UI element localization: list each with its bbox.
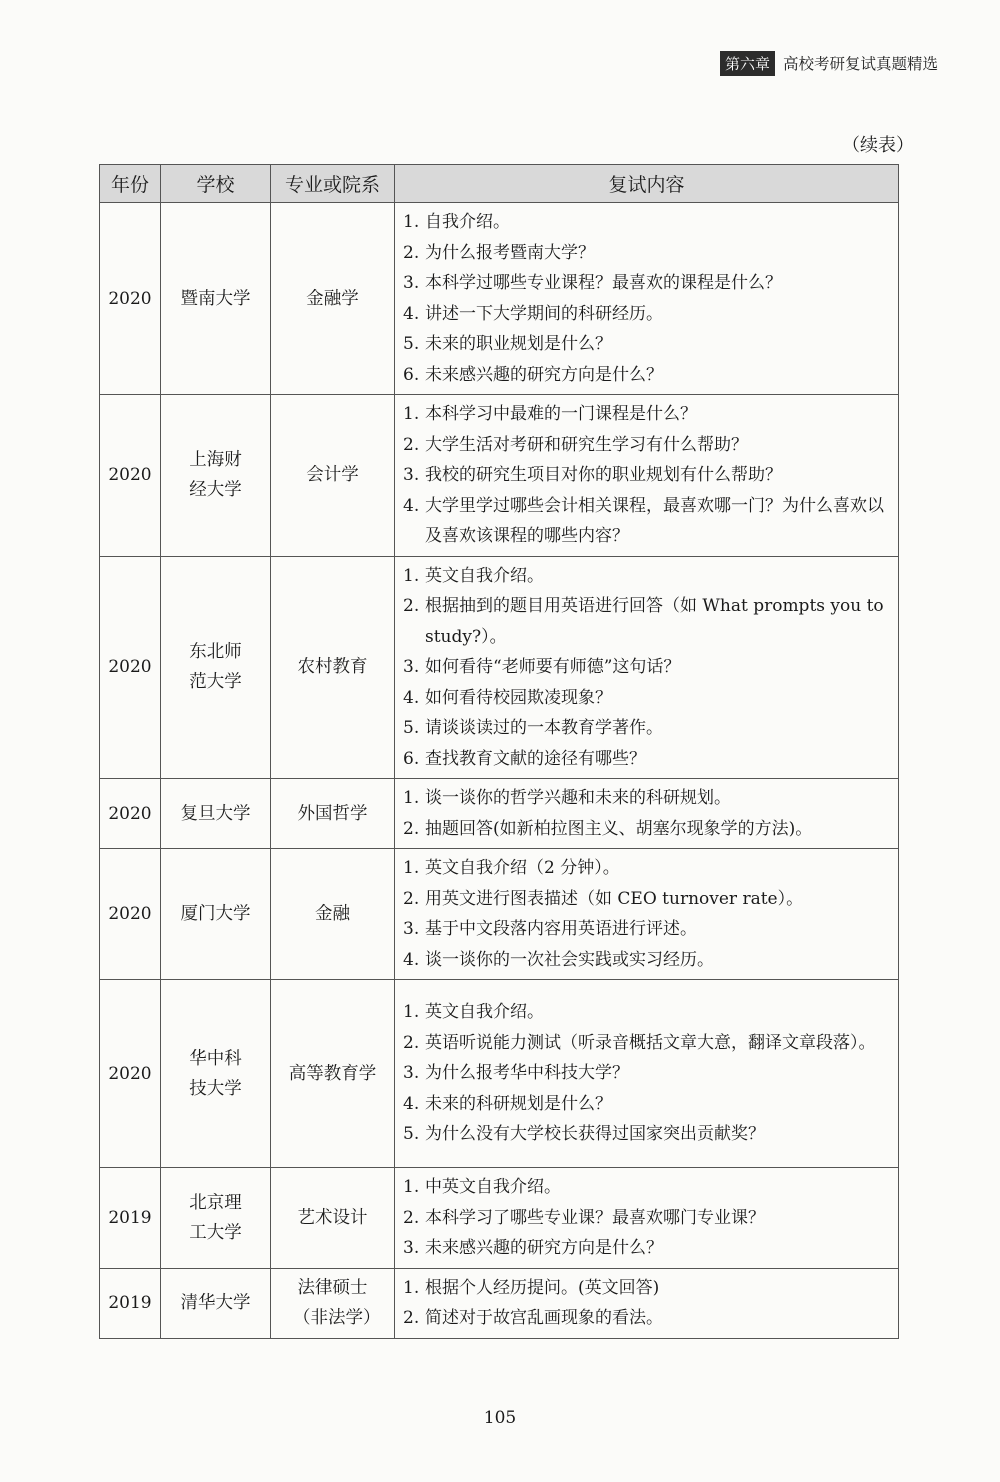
question-text: 本科学习中最难的一门课程是什么？: [425, 404, 697, 424]
question-number: 3.: [403, 657, 420, 677]
question-text: 请谈谈读过的一本教育学著作。: [425, 718, 663, 738]
question-number: 2.: [403, 242, 420, 263]
header-school: 学校: [161, 165, 271, 203]
question-number: 2.: [403, 1207, 420, 1228]
question-number: 6.: [403, 364, 420, 385]
question-item: [403, 997, 894, 1028]
question-item: [403, 1203, 894, 1234]
question-text: 我校的研究生项目对你的职业规划有什么帮助？: [425, 465, 782, 485]
header-major: 专业或院系: [271, 165, 395, 203]
question-text: 英语听说能力测试（听录音概括文章大意，翻译文章段落）。: [425, 1032, 876, 1053]
question-number: 5.: [403, 1124, 420, 1145]
question-text: 英文自我介绍。: [425, 1002, 544, 1023]
question-item: [403, 207, 894, 238]
question-number: 1.: [403, 212, 420, 232]
question-number: 3.: [403, 1063, 420, 1084]
question-text: 未来感兴趣的研究方向是什么？: [425, 1238, 663, 1258]
table-row: [100, 556, 899, 779]
question-text: 简述对于故宫乱画现象的看法。: [425, 1308, 663, 1328]
cell-year: 2020: [100, 980, 161, 1168]
question-item: [403, 268, 894, 299]
table-row: [100, 1168, 899, 1269]
question-number: 3.: [403, 465, 420, 485]
question-item: [403, 460, 894, 491]
question-number: 4.: [403, 303, 420, 324]
question-number: 1.: [403, 1277, 420, 1298]
question-number: 3.: [403, 919, 420, 939]
question-text: 根据个人经历提问。(英文回答): [425, 1277, 660, 1298]
cell-major: 艺术设计: [271, 1168, 395, 1269]
header-content: 复试内容: [395, 165, 899, 203]
question-number: 4.: [403, 495, 420, 516]
question-number: 2.: [403, 1308, 420, 1328]
cell-year: 2019: [100, 1168, 161, 1269]
cell-questions: [395, 1268, 899, 1338]
question-number: 4.: [403, 949, 420, 970]
question-item: [403, 713, 894, 744]
question-text: 本科学过哪些专业课程？最喜欢的课程是什么？: [425, 273, 782, 293]
cell-school: 北京理工大学: [161, 1168, 271, 1269]
question-item: [403, 1273, 894, 1304]
question-number: 4.: [403, 1093, 420, 1114]
question-text: 抽题回答(如新柏拉图主义、胡塞尔现象学的方法)。: [425, 818, 813, 839]
question-item: [403, 814, 894, 845]
question-item: [403, 1303, 894, 1334]
running-header: [720, 50, 938, 76]
question-text: 本科学习了哪些专业课？最喜欢哪门专业课？: [425, 1207, 765, 1228]
question-number: 1.: [403, 788, 420, 808]
question-number: 2.: [403, 596, 420, 616]
table-row: [100, 779, 899, 849]
question-item: [403, 399, 894, 430]
cell-major: 外国哲学: [271, 779, 395, 849]
question-number: 3.: [403, 273, 420, 293]
table-row: [100, 1268, 899, 1338]
interview-questions-table: [99, 164, 899, 1339]
question-item: [403, 1172, 894, 1203]
question-number: 1.: [403, 565, 420, 586]
question-item: [403, 430, 894, 461]
cell-school: 暨南大学: [161, 203, 271, 395]
question-text: 未来的科研规划是什么？: [425, 1093, 612, 1114]
question-text: 英文自我介绍（2 分钟）。: [425, 858, 620, 878]
cell-questions: [395, 203, 899, 395]
question-text: 自我介绍。: [425, 212, 510, 232]
cell-year: 2020: [100, 203, 161, 395]
question-item: [403, 683, 894, 714]
cell-questions: [395, 779, 899, 849]
question-number: 2.: [403, 888, 420, 909]
question-item: [403, 1058, 894, 1089]
question-number: 1.: [403, 404, 420, 424]
cell-questions: [395, 556, 899, 779]
question-text: 为什么报考暨南大学？: [425, 242, 595, 263]
cell-year: 2019: [100, 1268, 161, 1338]
question-text: 查找教育文献的途径有哪些？: [425, 748, 646, 769]
question-item: [403, 329, 894, 360]
continued-label: （续表）: [842, 135, 914, 156]
cell-school: 上海财经大学: [161, 395, 271, 557]
question-text: 未来的职业规划是什么？: [425, 334, 612, 354]
question-item: [403, 491, 894, 552]
table-body: [100, 203, 899, 1339]
table-row: [100, 980, 899, 1168]
question-item: [403, 744, 894, 775]
question-number: 5.: [403, 718, 420, 738]
section-title: 高校考研复试真题精选: [783, 55, 939, 73]
question-text: 基于中文段落内容用英语进行评述。: [425, 919, 697, 939]
question-text: 根据抽到的题目用英语进行回答（如 What prompts you to study?）。: [425, 596, 884, 647]
table-row: [100, 395, 899, 557]
question-item: [403, 783, 894, 814]
question-item: [403, 1119, 894, 1150]
cell-school: 厦门大学: [161, 849, 271, 980]
cell-school: 东北师范大学: [161, 556, 271, 779]
question-item: [403, 561, 894, 592]
question-text: 中英文自我介绍。: [425, 1177, 561, 1197]
question-item: [403, 945, 894, 976]
cell-year: 2020: [100, 849, 161, 980]
question-number: 2.: [403, 818, 420, 839]
cell-major: 金融学: [271, 203, 395, 395]
cell-year: 2020: [100, 556, 161, 779]
question-text: 英文自我介绍。: [425, 565, 544, 586]
question-text: 讲述一下大学期间的科研经历。: [425, 303, 663, 324]
question-number: 4.: [403, 687, 420, 708]
cell-questions: [395, 395, 899, 557]
table-row: [100, 203, 899, 395]
cell-major: 法律硕士（非法学）: [271, 1268, 395, 1338]
question-number: 1.: [403, 1177, 420, 1197]
question-number: 6.: [403, 748, 420, 769]
question-text: 为什么没有大学校长获得过国家突出贡献奖？: [425, 1124, 765, 1145]
question-number: 2.: [403, 1032, 420, 1053]
question-item: [403, 1089, 894, 1120]
question-number: 3.: [403, 1238, 420, 1258]
question-text: 为什么报考华中科技大学？: [425, 1063, 629, 1084]
cell-major: 高等教育学: [271, 980, 395, 1168]
question-number: 1.: [403, 1002, 420, 1023]
question-item: [403, 914, 894, 945]
question-text: 未来感兴趣的研究方向是什么？: [425, 364, 663, 385]
question-item: [403, 360, 894, 391]
question-item: [403, 1028, 894, 1059]
table-row: [100, 849, 899, 980]
question-item: [403, 238, 894, 269]
question-text: 大学里学过哪些会计相关课程，最喜欢哪一门？为什么喜欢以及喜欢该课程的哪些内容？: [425, 495, 884, 546]
cell-questions: [395, 849, 899, 980]
cell-major: 农村教育: [271, 556, 395, 779]
question-text: 如何看待“老师要有师德”这句话？: [425, 657, 681, 677]
question-text: 用英文进行图表描述（如 CEO turnover rate）。: [425, 888, 804, 909]
cell-questions: [395, 1168, 899, 1269]
question-number: 1.: [403, 858, 420, 878]
question-text: 谈一谈你的一次社会实践或实习经历。: [425, 949, 714, 970]
question-text: 大学生活对考研和研究生学习有什么帮助？: [425, 434, 748, 455]
question-item: [403, 652, 894, 683]
question-item: [403, 853, 894, 884]
page-number: 105: [483, 1408, 517, 1428]
cell-school: 复旦大学: [161, 779, 271, 849]
table-header-row: [100, 165, 899, 203]
cell-questions: [395, 980, 899, 1168]
question-text: 如何看待校园欺凌现象？: [425, 687, 612, 708]
cell-school: 华中科技大学: [161, 980, 271, 1168]
question-item: [403, 1233, 894, 1264]
header-year: 年份: [100, 165, 161, 203]
cell-major: 金融: [271, 849, 395, 980]
chapter-tag: 第六章: [720, 51, 775, 76]
question-number: 5.: [403, 334, 420, 354]
cell-major: 会计学: [271, 395, 395, 557]
cell-year: 2020: [100, 395, 161, 557]
question-item: [403, 591, 894, 652]
question-item: [403, 299, 894, 330]
question-number: 2.: [403, 434, 420, 455]
cell-school: 清华大学: [161, 1268, 271, 1338]
cell-year: 2020: [100, 779, 161, 849]
question-item: [403, 884, 894, 915]
question-text: 谈一谈你的哲学兴趣和未来的科研规划。: [425, 788, 731, 808]
